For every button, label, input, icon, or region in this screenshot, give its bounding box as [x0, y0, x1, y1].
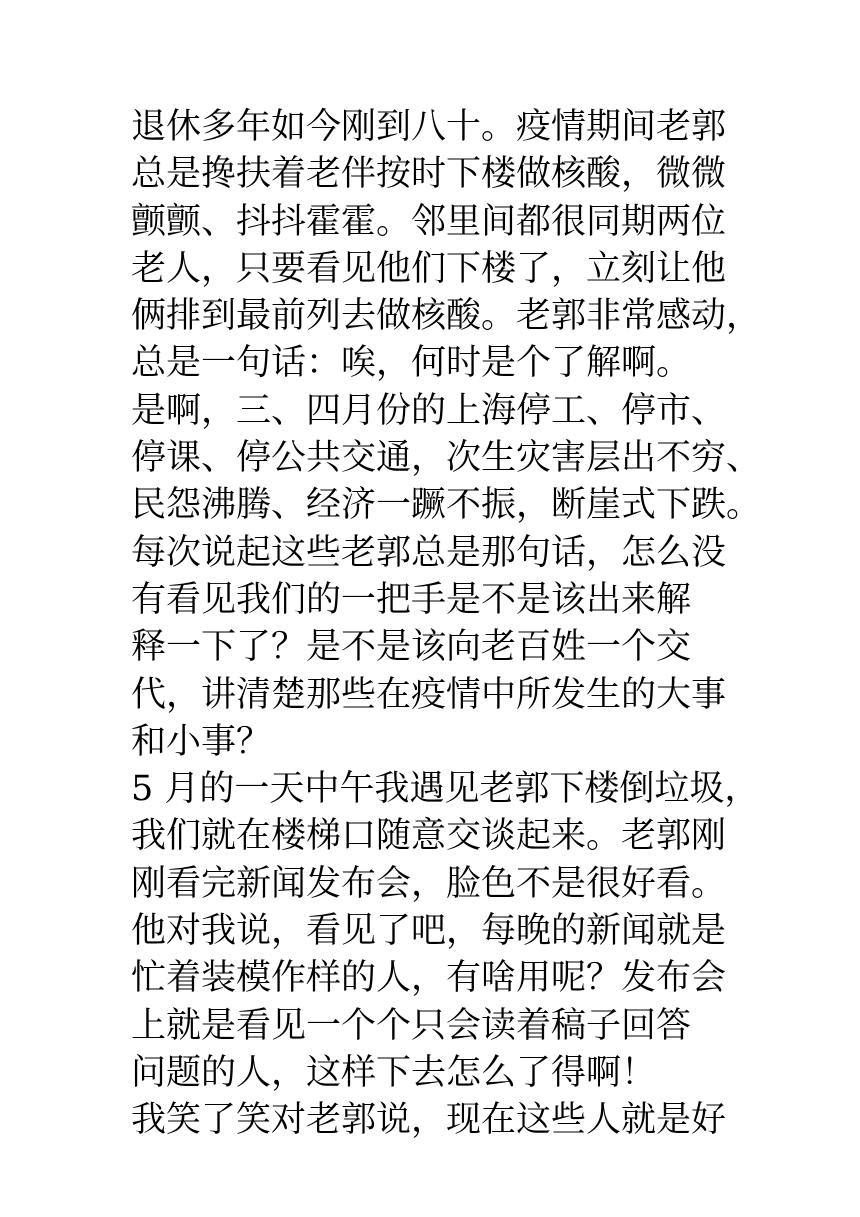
text-line: 有看见我们的一把手是不是该出来解	[131, 579, 692, 620]
text-line: 刚看完新闻发布会，脸色不是很好看。	[131, 863, 727, 904]
text-line: 他对我说，看见了吧，每晚的新闻就是	[131, 911, 727, 952]
body-text	[131, 104, 762, 1145]
text-line: 民怨沸腾、经济一蹶不振，断崖式下跌。	[131, 485, 762, 526]
text-line: 总是一句话：唉，何时是个了解啊。	[131, 343, 692, 384]
text-line: 总是搀扶着老伴按时下楼做核酸，微微	[131, 154, 727, 195]
text-line: 颤颤、抖抖霍霍。邻里间都很同期两位	[131, 201, 727, 242]
text-line: 每次说起这些老郭总是那句话，怎么没	[131, 532, 727, 573]
text-line: 我们就在楼梯口随意交谈起来。老郭刚	[131, 816, 727, 857]
text-line: 俩排到最前列去做核酸。老郭非常感动，	[131, 296, 762, 337]
text-line: 问题的人，这样下去怎么了得啊！	[131, 1052, 657, 1093]
text-line: 是啊，三、四月份的上海停工、停市、	[131, 390, 727, 431]
text-line: 上就是看见一个个只会读着稿子回答	[131, 1005, 692, 1046]
text-line: 释一下了？是不是该向老百姓一个交	[131, 627, 692, 668]
text-line: 和小事？	[131, 721, 272, 762]
text-line: 我笑了笑对老郭说，现在这些人就是好	[131, 1100, 727, 1141]
text-line: 5 月的一天中午我遇见老郭下楼倒垃圾，	[131, 769, 760, 810]
text-line: 忙着装模作样的人，有啥用呢？发布会	[131, 958, 727, 999]
text-line: 老人，只要看见他们下楼了，立刻让他	[131, 248, 727, 289]
text-line: 停课、停公共交通，次生灾害层出不穷、	[131, 438, 762, 479]
text-line: 退休多年如今刚到八十。疫情期间老郭	[131, 107, 727, 147]
text-line: 代，讲清楚那些在疫情中所发生的大事	[131, 674, 727, 715]
